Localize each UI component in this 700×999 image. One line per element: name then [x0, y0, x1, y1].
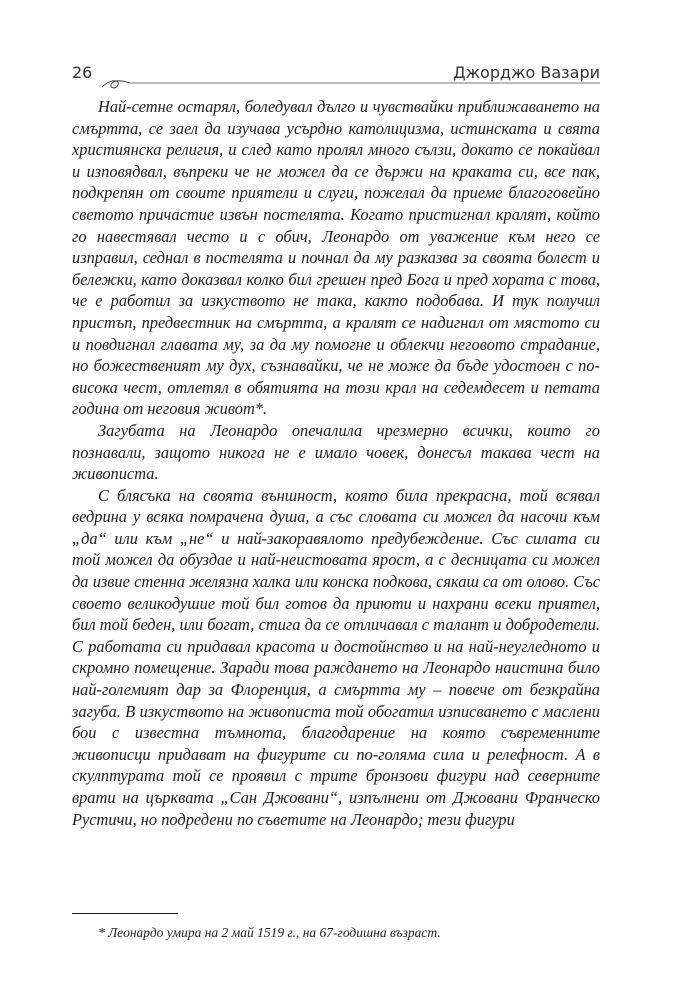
running-head: Джорджо Вазари [453, 63, 600, 82]
header-rule [72, 75, 600, 91]
footnote-divider [72, 913, 178, 914]
paragraph: С блясъка на своята външност, която била прекрасна, той всявал ведрина у всяка помрачена душа, а със словата си можел да насочи към „да“ или към „не“ и най-закоравялото предубеждение. Със силата си той можел да обуздае и най-неистовата ярост, а с десницата си можел да извие стенна желязна халка или конска подкова, сякаш са от олово. Със своето великодушие той бил готов да приюти и нахрани всеки приятел, бил той беден, или богат, стига да се отличавал с талант и добродетели. С работата си придавал красота и достойнство и на най-неугледното и скромно помещение. Заради това раждането на Леонардо наистина било най-големият дар за Флоренция, а смъртта му – повече от безкрайна загуба. В изкуството на живописта той обогатил изписването с маслени бои с известна тъмнота, благодарение на която съвременните живописци придават на фигурите си по-голяма сила и релефност. А в скулптурата той се проявил с трите бронзови фигури над северните врати на църквата „Сан Джовани“, изпълнени от Джовани Франческо Рустичи, но подредени по съветите на Леонардо; тези фигури [72, 485, 600, 829]
paragraph: Най-сетне остарял, боледувал дълго и чувствайки приближаването на смъртта, се заел да изучава усърдно католицизма, истинската и свята християнска религия, и след като пролял много сълзи, докато се покайвал и изповядвал, въпреки че не можел да се държи на краката си, все пак, подкрепян от своите приятели и слуги, пожелал да приеме благоговейно светото причастие извън постелята. Когато пристигнал кралят, който го навестявал често и с обич, Леонардо от уважение към него се изправил, седнал в постелята и почнал да му разказва за своята болест и бележки, като доказвал колко бил грешен пред Бога и пред хората с това, че е работил за изкуството не така, както подобава. И тук получил пристъп, предвестник на смъртта, а кралят се надигнал от мястото си и повдигнал главата му, за да му помогне и облекчи неговото страдание, но божественият му дух, съзнавайки, че не може да бъде удостоен с по-висока чест, отлетял в обятията на този крал на седемдесет и петата година от неговия живот*. [72, 97, 600, 419]
paragraph: Загубата на Леонардо опечалила чрезмерно всички, които го познавали, защото никога не е имало човек, донесъл такава чест на живописта. [72, 420, 600, 484]
page-header [72, 63, 600, 89]
footnote: * Леонардо умира на 2 май 1519 г., на 67-годишна възраст. [98, 925, 441, 940]
page-number: 26 [72, 63, 93, 82]
body-text [72, 96, 600, 830]
